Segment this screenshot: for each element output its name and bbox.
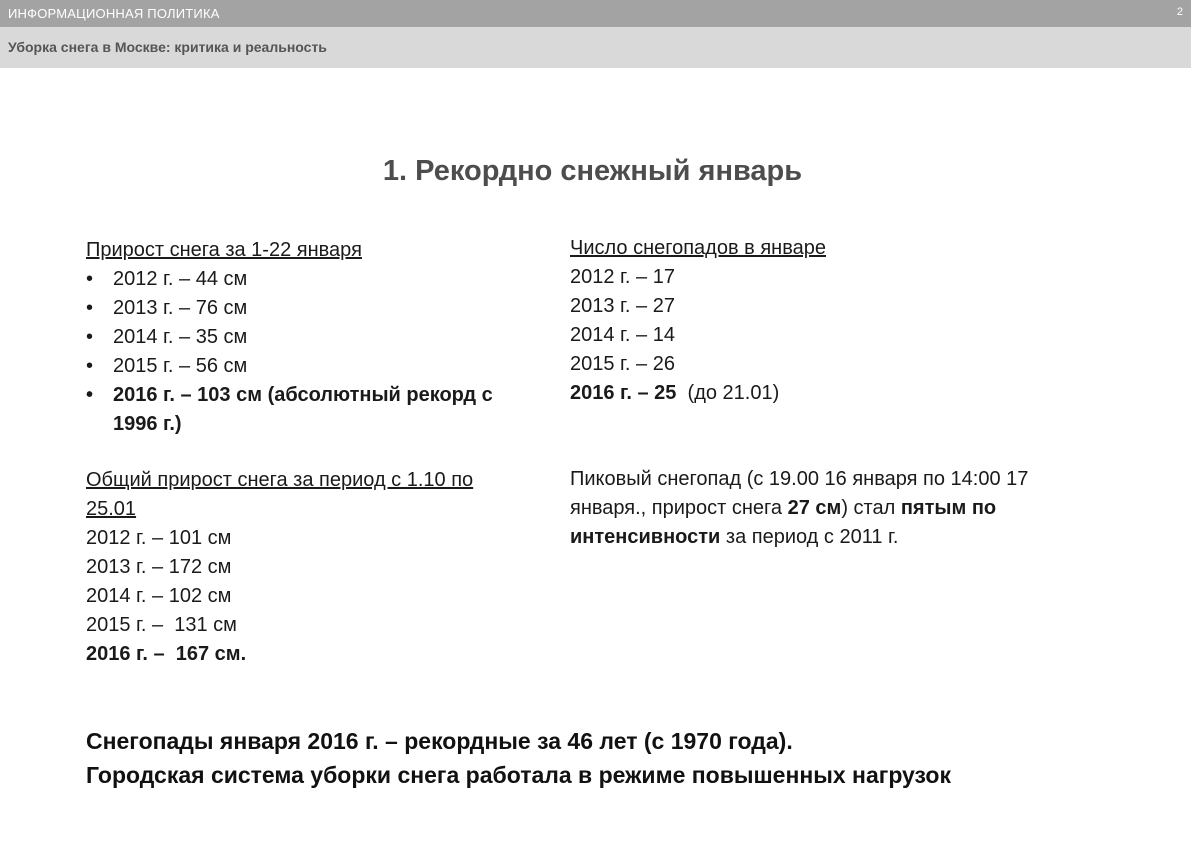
- total-growth-block: [86, 466, 526, 669]
- section-title: ИНФОРМАЦИОННАЯ ПОЛИТИКА: [8, 6, 220, 21]
- list-item: 2015 г. – 26: [570, 353, 675, 375]
- top-bar: [0, 0, 1191, 27]
- list-item: 2013 г. – 27: [570, 295, 675, 317]
- page-number: 2: [1176, 6, 1183, 18]
- list-item: 2015 г. – 131 см: [86, 614, 237, 636]
- total-growth-title: Общий прирост снега за период с 1.10 по 25.01: [86, 469, 474, 520]
- list-item-2016: [570, 379, 1090, 408]
- peak-text-3: за период с 2011 г.: [720, 526, 899, 548]
- list-item: • 2012 г. – 44 см: [86, 265, 526, 294]
- list-item: 2013 г. – 172 см: [86, 556, 232, 578]
- conclusion-line-2: Городская система уборки снега работала в режиме повышенных нагрузок: [86, 762, 951, 788]
- peak-text-1: Пиковый снегопад (с 19.00 16 января по 14:00 17 января., прирост снега: [570, 468, 1029, 519]
- peak-rank: пятым по интенсивности: [570, 497, 997, 548]
- list-item-record: • 2016 г. – 103 см (абсолютный рекорд с 1996 г.): [86, 381, 526, 439]
- slide-heading-text: 1. Рекордно снежный январь: [382, 155, 803, 187]
- list-item: • 2015 г. – 56 см: [86, 352, 526, 381]
- list-item: 2014 г. – 14: [570, 324, 675, 346]
- subtitle-bar: [0, 27, 1191, 68]
- conclusion-line-1: Снегопады января 2016 г. – рекордные за 46 лет (с 1970 года).: [86, 728, 793, 754]
- snowfall-count-title: Число снегопадов в январе: [570, 237, 826, 259]
- list-item: 2012 г. – 17: [570, 266, 675, 288]
- list-item: 2012 г. – 101 см: [86, 527, 232, 549]
- list-item: • 2014 г. – 35 см: [86, 323, 526, 352]
- snowfall-count-note: (до 21.01): [676, 382, 780, 404]
- snowfall-count-2016: 2016 г. – 25: [570, 382, 677, 404]
- peak-text-2: ) стал: [841, 497, 901, 519]
- conclusion: [86, 724, 1136, 792]
- snowfall-count-block: [570, 234, 1090, 408]
- page-subtitle: Уборка снега в Москве: критика и реальность: [8, 39, 327, 55]
- peak-value: 27 см: [787, 497, 842, 519]
- snow-growth-list: [86, 265, 526, 439]
- peak-snowfall-block: [570, 465, 1090, 552]
- snow-growth-block: [86, 236, 526, 439]
- slide-heading: [0, 155, 1191, 188]
- list-item: 2014 г. – 102 см: [86, 585, 232, 607]
- snow-growth-title: Прирост снега за 1-22 января: [86, 239, 362, 261]
- list-item-2016: 2016 г. – 167 см.: [86, 643, 247, 665]
- list-item: • 2013 г. – 76 см: [86, 294, 526, 323]
